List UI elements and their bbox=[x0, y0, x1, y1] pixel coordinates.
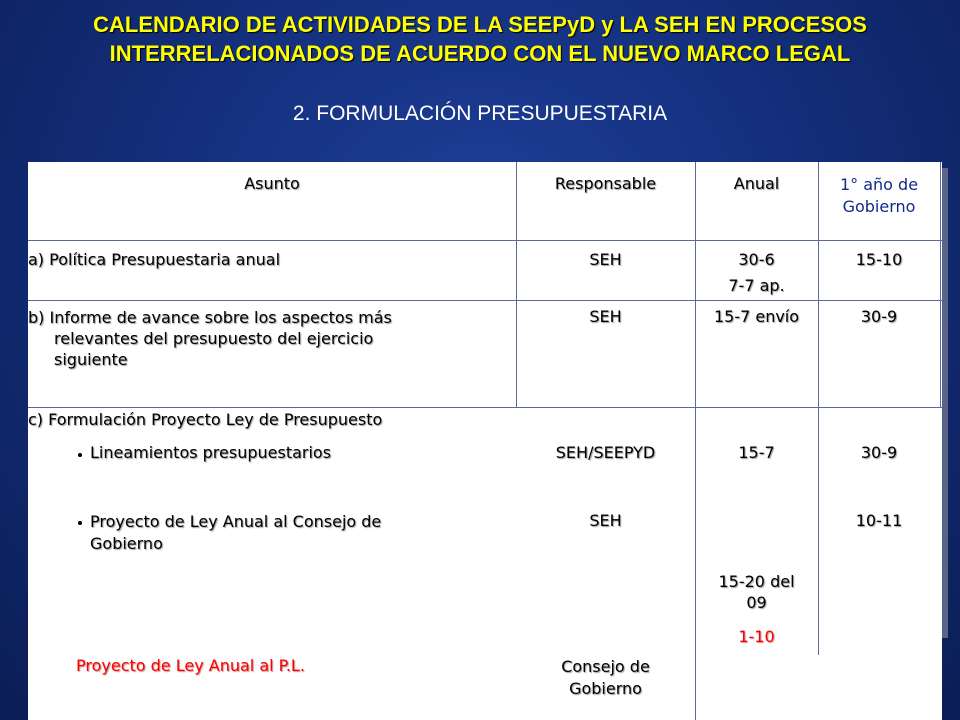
row-c-item3-label: Proyecto de Ley Anual al P.L. bbox=[76, 656, 305, 675]
column-divider bbox=[516, 162, 517, 407]
row-c-item3-responsable bbox=[516, 656, 695, 700]
row-a-anual-line1: 30-6 bbox=[738, 250, 775, 269]
header-responsable: Responsable bbox=[554, 174, 657, 193]
row-b-asunto bbox=[28, 307, 516, 370]
row-c-item2-label bbox=[90, 511, 510, 555]
row-c-item1-responsable: SEH/SEEPYD bbox=[555, 443, 656, 462]
row-divider bbox=[28, 240, 942, 241]
row-c-item1-primer-anio: 30-9 bbox=[860, 443, 898, 462]
slide-title bbox=[0, 10, 960, 68]
row-divider bbox=[28, 300, 942, 301]
row-c-item1-label: Lineamientos presupuestarios bbox=[90, 443, 332, 462]
row-b-asunto-line2: relevantes del presupuesto del ejercicio bbox=[54, 329, 374, 348]
row-b-primer-anio: 30-9 bbox=[860, 307, 898, 326]
section-subtitle: 2. FORMULACIÓN PRESUPUESTARIA bbox=[292, 102, 668, 125]
row-b-anual: 15-7 envío bbox=[713, 307, 800, 326]
row-b-asunto-line3: siguiente bbox=[54, 350, 128, 369]
header-primer-anio bbox=[818, 174, 940, 218]
row-c-item3-responsable-line2: Gobierno bbox=[569, 679, 642, 698]
row-c-anual-extra bbox=[695, 571, 818, 613]
slide-title-line2: INTERRELACIONADOS DE ACUERDO CON EL NUEVO MARCO LEGAL bbox=[109, 41, 851, 66]
row-c-item3-responsable-line1: Consejo de bbox=[561, 657, 650, 676]
column-divider bbox=[940, 162, 941, 407]
row-c-anual-extra-line1: 15-20 del bbox=[718, 572, 795, 591]
row-c-item2-label-line1: Proyecto de Ley Anual al Consejo de bbox=[90, 512, 382, 531]
header-primer-anio-line1: 1° año de bbox=[839, 175, 919, 194]
row-c-item2-label-line2: Gobierno bbox=[90, 534, 163, 553]
row-b-responsable: SEH bbox=[589, 307, 622, 326]
row-c-item1-anual: 15-7 bbox=[738, 443, 775, 462]
column-divider bbox=[818, 162, 819, 655]
header-asunto: Asunto bbox=[244, 174, 300, 193]
row-a-primer-anio: 15-10 bbox=[855, 250, 903, 269]
bullet-icon bbox=[78, 453, 82, 457]
activities-table bbox=[28, 162, 942, 720]
row-a-anual bbox=[695, 247, 818, 299]
row-b-asunto-line1: b) Informe de avance sobre los aspectos más bbox=[28, 308, 392, 327]
row-c-anual-extra-line2: 09 bbox=[746, 593, 767, 612]
header-anual: Anual bbox=[733, 174, 780, 193]
row-c-asunto: c) Formulación Proyecto Ley de Presupuesto bbox=[28, 410, 383, 429]
slide-title-line1: CALENDARIO DE ACTIVIDADES DE LA SEEPyD y LA SEH EN PROCESOS bbox=[93, 12, 867, 37]
row-divider bbox=[28, 407, 942, 408]
bullet-icon bbox=[78, 521, 82, 525]
row-a-asunto: a) Política Presupuestaria anual bbox=[28, 250, 281, 269]
row-c-anual-red: 1-10 bbox=[738, 627, 775, 646]
row-a-anual-line2: 7-7 ap. bbox=[728, 276, 785, 295]
row-c-item2-primer-anio: 10-11 bbox=[855, 511, 903, 530]
row-c-item2-responsable: SEH bbox=[589, 511, 622, 530]
row-a-responsable: SEH bbox=[589, 250, 622, 269]
header-primer-anio-line2: Gobierno bbox=[842, 197, 916, 216]
